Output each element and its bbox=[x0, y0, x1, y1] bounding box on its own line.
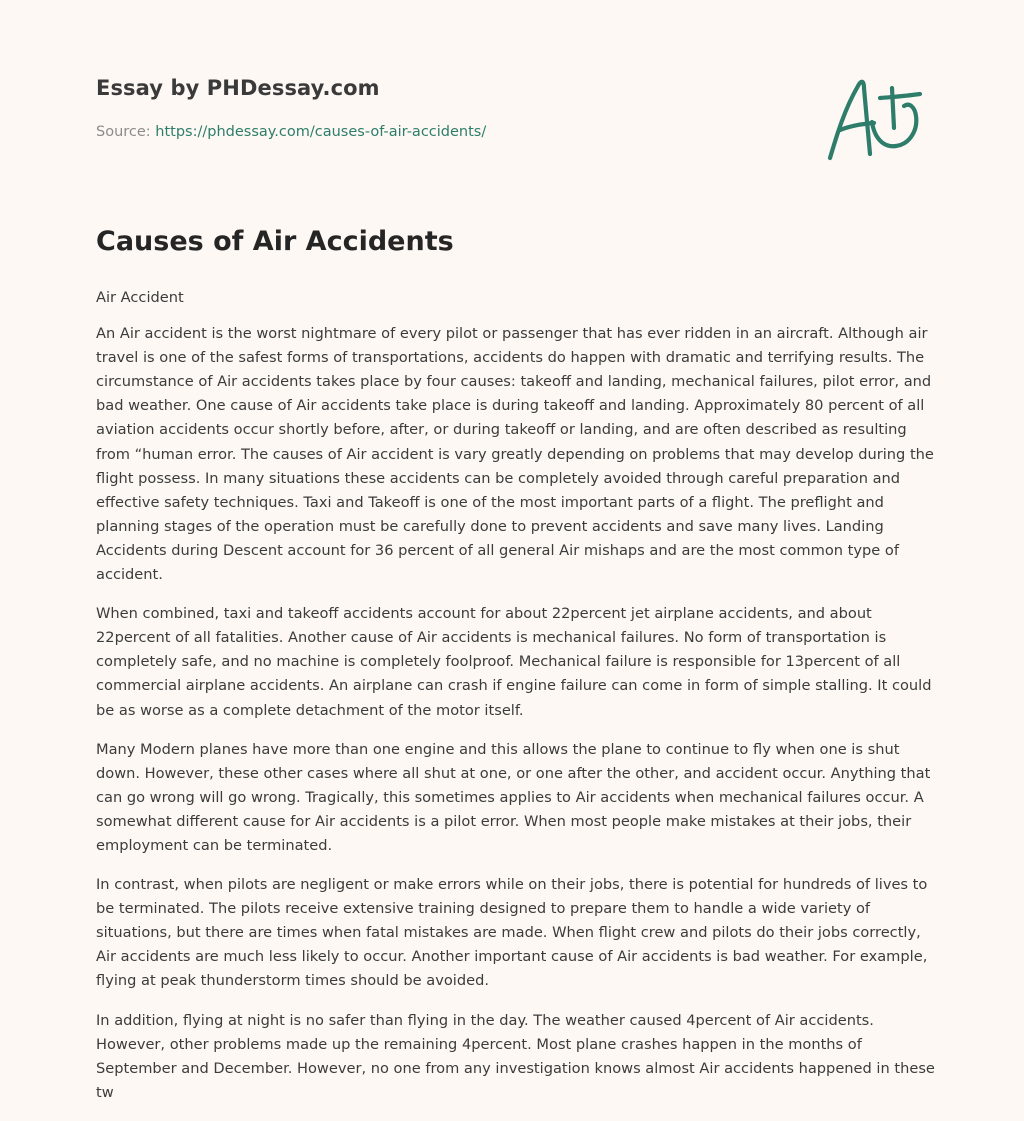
page-title: Causes of Air Accidents bbox=[96, 226, 454, 257]
essay-paragraph: In contrast, when pilots are negligent or make errors while on their jobs, there is potential for hundreds of lives to be terminated. The pilots receive extensive training designed to prepare them to handle a wide variety of situations, but there are times when fatal mistakes are made. When flight crew and pilots do their jobs correctly, Air accidents are much less likely to occur. Another important cause of Air accidents is bad weather. For example, flying at peak thunderstorm times should be avoided. bbox=[96, 876, 928, 990]
essay-paragraph: Many Modern planes have more than one engine and this allows the plane to continue to fly when one is shut down. However, these other cases where all shut at one, or one after the other, and accident occur. Anything that can go wrong will go wrong. Tragically, this sometimes applies to Air accidents when mechanical failures occur. A somewhat different cause for Air accidents is a pilot error. When most people make mistakes at their jobs, their employment can be terminated. bbox=[96, 740, 931, 854]
a-plus-logo-icon bbox=[822, 66, 932, 166]
essay-paragraph: In addition, flying at night is no safer than flying in the day. The weather caused 4percent of Air accidents. However, other problems made up the remaining 4percent. Most plane crashes happen in the months of September and December. However, no one from any investigation knows almost Air accidents happened in these tw bbox=[96, 1011, 935, 1101]
source-line bbox=[96, 124, 486, 140]
essay-subheading: Air Accident bbox=[96, 289, 184, 306]
source-label: Source: bbox=[96, 124, 156, 140]
essay-paragraph: When combined, taxi and takeoff accidents account for about 22percent jet airplane accidents, and about 22percent of all fatalities. Another cause of Air accidents is mechanical failures. No form of transportation is completely safe, and no machine is completely foolproof. Mechanical failure is responsible for 13percent of all commercial airplane accidents. An airplane can crash if engine failure can come in form of simple stalling. It could be as worse as a complete detachment of the motor itself. bbox=[96, 605, 932, 719]
essay-paragraph: An Air accident is the worst nightmare of every pilot or passenger that has ever ridden in an aircraft. Although air travel is one of the safest forms of transportations, accidents do happen with dramatic and terrifying results. The circumstance of Air accidents takes place by four causes: takeoff and landing, mechanical failures, pilot error, and bad weather. One cause of Air accidents take place is during takeoff and landing. Approximately 80 percent of all aviation accidents occur shortly before, after, or during takeoff or landing, and are often described as resulting from “human error. The causes of Air accident is vary greatly depending on problems that may develop during the flight possess. In many situations these accidents can be completely avoided through careful preparation and effective safety techniques. Taxi and Takeoff is one of the most important parts of a flight. The preflight and planning stages of the operation must be carefully done to prevent accidents and save many lives. Landing Accidents during Descent account for 36 percent of all general Air mishaps and are the most common type of accident. bbox=[96, 325, 934, 584]
site-brand: Essay by PHDessay.com bbox=[96, 76, 380, 100]
source-link[interactable]: https://phdessay.com/causes-of-air-accidents/ bbox=[155, 124, 487, 140]
essay-content bbox=[96, 286, 936, 1120]
